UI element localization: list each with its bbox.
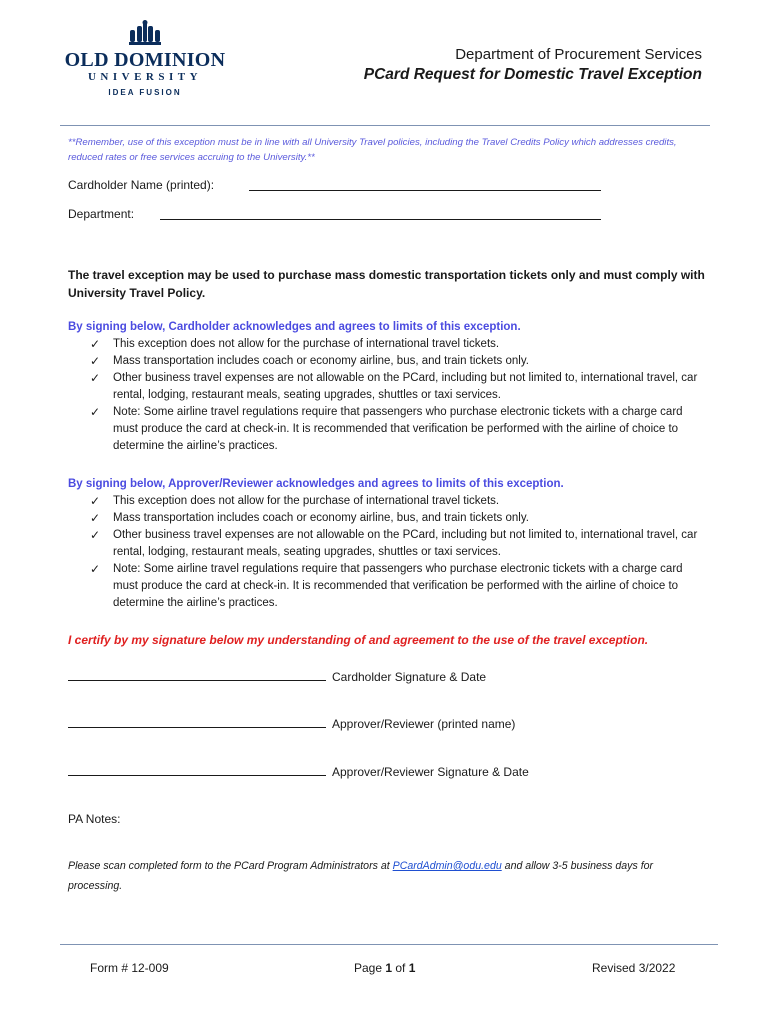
crown-icon <box>128 20 162 46</box>
page-number: Page 1 of 1 <box>354 961 416 975</box>
list-item: ✓ Mass transportation includes coach or economy airline, bus, and train tickets only. <box>90 354 529 368</box>
list-item: ✓ Other business travel expenses are not allowable on the PCard, including but not limited to, international travel, car rental, lodging, restaurant meals, seating upgrades, shuttles or taxi services. <box>90 371 698 401</box>
approver-signature-field[interactable] <box>68 763 529 779</box>
certification-statement: I certify by my signature below my understanding of and agreement to the use of the travel exception. <box>68 633 649 647</box>
checkmark-icon: ✓ <box>90 354 101 368</box>
policy-reminder: **Remember, use of this exception must be in line with all University Travel policies, including the Travel Credits Policy which addresses credits, reduced rates or free services accruing to the University.** <box>68 137 677 163</box>
approver-acknowledgement <box>68 476 708 612</box>
checkmark-icon: ✓ <box>90 371 101 385</box>
checkmark-icon: ✓ <box>90 562 101 576</box>
header-divider <box>60 125 710 126</box>
submission-instructions: Please scan completed form to the PCard Program Administrators at PCardAdmin@odu.edu and allow 3-5 business days for processing. <box>68 860 654 892</box>
cardholder-signature-label: Cardholder Signature & Date <box>332 670 487 684</box>
list-item: ✓ This exception does not allow for the purchase of international travel tickets. <box>90 337 500 351</box>
list-item: ✓ Other business travel expenses are not allowable on the PCard, including but not limited to, international travel, car rental, lodging, restaurant meals, seating upgrades, shuttles or taxi services. <box>90 528 698 558</box>
approver-name-field[interactable] <box>68 715 515 731</box>
approver-name-line[interactable] <box>68 715 326 728</box>
logo-tagline: IDEA FUSION <box>108 88 182 97</box>
revision-date: Revised 3/2022 <box>592 961 676 975</box>
cardholder-section-heading: By signing below, Cardholder acknowledges and agrees to limits of this exception. <box>68 321 521 333</box>
logo-university: UNIVERSITY <box>87 71 203 83</box>
cardholder-signature-field[interactable] <box>68 668 486 684</box>
approver-signature-label: Approver/Reviewer Signature & Date <box>332 765 529 779</box>
checkmark-icon: ✓ <box>90 511 101 525</box>
list-item: ✓ This exception does not allow for the purchase of international travel tickets. <box>90 494 500 508</box>
logo-name: OLD DOMINION <box>64 49 226 71</box>
department-label: Department: <box>68 207 135 221</box>
admin-email-link[interactable]: PCardAdmin@odu.edu <box>392 860 502 872</box>
approver-name-label: Approver/Reviewer (printed name) <box>332 717 516 731</box>
pa-notes-label: PA Notes: <box>68 812 121 826</box>
approver-signature-line[interactable] <box>68 763 326 776</box>
checkmark-icon: ✓ <box>90 405 101 419</box>
department-line[interactable] <box>160 207 601 220</box>
cardholder-signature-line[interactable] <box>68 668 326 681</box>
checkmark-icon: ✓ <box>90 494 101 508</box>
cardholder-name-label: Cardholder Name (printed): <box>68 178 215 192</box>
list-item: ✓ Note: Some airline travel regulations require that passengers who purchase electronic tickets with a charge card must produce the card at check-in. It is recommended that verification be performed with the airline of choice to determine the airline’s practices. <box>90 405 683 452</box>
exception-intro: The travel exception may be used to purchase mass domestic transportation tickets only and must comply with University Travel Policy. <box>68 268 705 300</box>
checkmark-icon: ✓ <box>90 528 101 542</box>
list-item: ✓ Note: Some airline travel regulations require that passengers who purchase electronic tickets with a charge card must produce the card at check-in. It is recommended that verification be performed with the airline of choice to determine the airline’s practices. <box>90 562 683 609</box>
footer-divider <box>60 944 718 945</box>
cardholder-name-line[interactable] <box>249 178 601 191</box>
checkmark-icon: ✓ <box>90 337 101 351</box>
odu-logo <box>60 20 230 115</box>
cardholder-name-field[interactable] <box>68 178 214 192</box>
form-number: Form # 12-009 <box>90 961 169 975</box>
cardholder-acknowledgement <box>68 319 708 455</box>
list-item: ✓ Mass transportation includes coach or economy airline, bus, and train tickets only. <box>90 511 529 525</box>
approver-section-heading: By signing below, Approver/Reviewer acknowledges and agrees to limits of this exception. <box>68 478 564 490</box>
department-field[interactable] <box>68 207 134 221</box>
department-heading: Department of Procurement Services <box>455 46 702 63</box>
form-title: PCard Request for Domestic Travel Exception <box>363 66 702 83</box>
